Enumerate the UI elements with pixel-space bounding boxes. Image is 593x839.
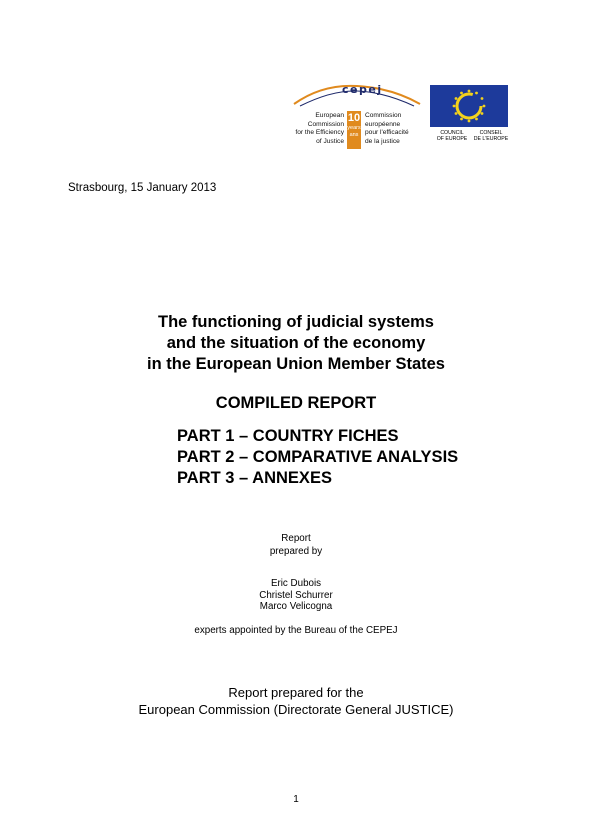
author-name: Marco Velicogna [259,601,333,612]
title-line: The functioning of judicial systems [158,313,434,331]
author-name: Eric Dubois [270,578,322,589]
part-item: PART 1 – COUNTRY FICHES [177,427,399,445]
cepej-anniversary-badge: 10 years ans [347,111,361,149]
cepej-english-name: European Commission for the Efficiency of Justice [295,112,344,145]
parts-list [177,426,458,489]
stars-emblem-icon [430,85,508,127]
part-item: PART 3 – ANNEXES [177,469,332,487]
title-line: in the European Union Member States [147,355,445,373]
authors-list [196,578,396,613]
council-of-europe-logo [430,85,510,147]
council-of-europe-flag [430,85,508,127]
experts-line: experts appointed by the Bureau of the CEPEJ [194,625,398,636]
date-line: Strasbourg, 15 January 2013 [68,182,217,194]
title-line: and the situation of the economy [166,334,426,352]
part-item: PART 2 – COMPARATIVE ANALYSIS [177,448,459,466]
prepared-by: Report prepared by [269,533,323,557]
prepared-for: Report prepared for the European Commission (Directorate General JUSTICE) [138,685,454,717]
report-title [96,312,496,375]
author-name: Christel Schurrer [259,589,333,601]
council-of-europe-french: CONSEIL DE L'EUROPE [473,130,509,143]
cepej-wordmark: cepej [342,83,383,96]
cepej-french-name: Commission européenne pour l'efficacité de la justice [365,112,409,145]
council-of-europe-english: COUNCIL OF EUROPE [436,130,468,143]
cepej-logo [290,78,424,158]
page-number: 1 [293,794,299,805]
compiled-report-heading: COMPILED REPORT [215,394,377,412]
